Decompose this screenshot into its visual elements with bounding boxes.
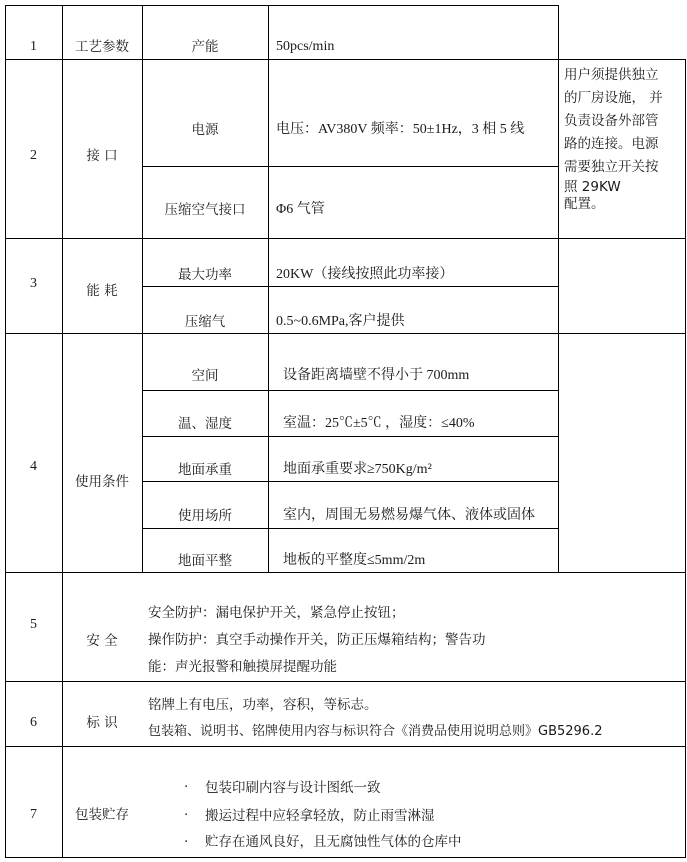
param-value: 0.5~0.6MPa,客户提供 [276,314,405,329]
row-border [142,166,559,167]
note-line: 路的连接。电源 [564,136,659,152]
note-line: 照 29KW [564,179,621,195]
param-value: 50pcs/min [276,39,335,54]
safety-line: 能：声光报警和触摸屏提醒功能 [148,659,337,675]
note-line: 配置。 [564,196,605,212]
row-number: 7 [30,807,37,822]
row-category: 包装贮存 [75,807,129,823]
param-value: 地板的平整度≤5mm/2m [283,553,426,568]
row-border [142,390,559,391]
row-border [5,333,686,334]
packaging-line: 包装印刷内容与设计图纸一致 [205,780,381,796]
param-label: 地面平整 [178,553,232,569]
row-category: 标 识 [86,715,118,731]
label-line: 铭牌上有电压，功率，容积，等标志。 [148,697,378,713]
row-border [142,436,559,437]
param-value: 电压：AV380V 频率：50±1Hz，3 相 5 线 [276,122,525,137]
row-border [5,681,686,682]
param-label: 压缩气 [184,314,226,330]
param-label: 产能 [191,39,219,55]
note-line: 需要独立开关按 [564,159,659,175]
packaging-line: 贮存在通风良好，且无腐蚀性气体的仓库中 [205,834,462,850]
row-category: 工艺参数 [75,39,129,55]
bullet: · [184,779,189,795]
row-border [142,286,559,287]
param-value: 室温：25℃±5℃ ，湿度：≤40% [283,416,475,431]
param-value: 室内，周围无易燃易爆气体、液体或固体 [283,508,535,523]
safety-line: 安全防护：漏电保护开关，紧急停止按钮； [148,605,405,621]
label-line: 包装箱、说明书、铭牌使用内容与标识符合《消费品使用说明总则》GB5296.2 [148,724,603,739]
param-value: Φ6 气管 [276,202,325,217]
param-label: 空间 [191,368,219,384]
param-label: 压缩空气接口 [164,202,246,218]
param-value: 20KW（接线按照此功率接） [276,267,454,282]
col-border [558,5,559,573]
interface-note [564,64,682,213]
row-number: 1 [30,39,37,54]
row-number: 4 [30,459,37,474]
param-label: 温、湿度 [178,416,232,432]
param-value: 设备距离墙壁不得小于 700mm [283,368,470,383]
packaging-line: 搬运过程中应轻拿轻放，防止雨雪淋湿 [205,808,435,824]
row-border [5,5,559,6]
row-border [142,481,559,482]
note-line: 负责设备外部管 [564,113,659,129]
row-border [5,857,686,858]
row-category: 使用条件 [75,474,129,490]
row-category: 安 全 [86,633,118,649]
param-label: 使用场所 [178,508,232,524]
safety-line: 操作防护：真空手动操作开关，防正压爆箱结构；警告功 [148,632,486,648]
col-border [142,5,143,573]
row-number: 5 [30,617,37,632]
col-border [268,5,269,573]
col-border [685,59,686,858]
param-label: 最大功率 [178,267,232,283]
row-border [5,59,686,60]
note-line: 用户须提供独立 [564,67,659,83]
row-category: 接 口 [86,148,118,164]
row-number: 6 [30,715,37,730]
row-category: 能 耗 [86,283,118,299]
param-label: 地面承重 [178,462,232,478]
row-number: 3 [30,276,37,291]
param-value: 地面承重要求≥750Kg/m² [283,462,432,477]
row-border [5,572,686,573]
bullet: · [184,807,189,823]
row-border [142,528,559,529]
row-number: 2 [30,148,37,163]
row-border [5,238,686,239]
note-line: 的厂房设施， 并 [564,90,663,106]
param-label: 电源 [191,122,219,138]
row-border [5,746,686,747]
bullet: · [184,834,189,850]
